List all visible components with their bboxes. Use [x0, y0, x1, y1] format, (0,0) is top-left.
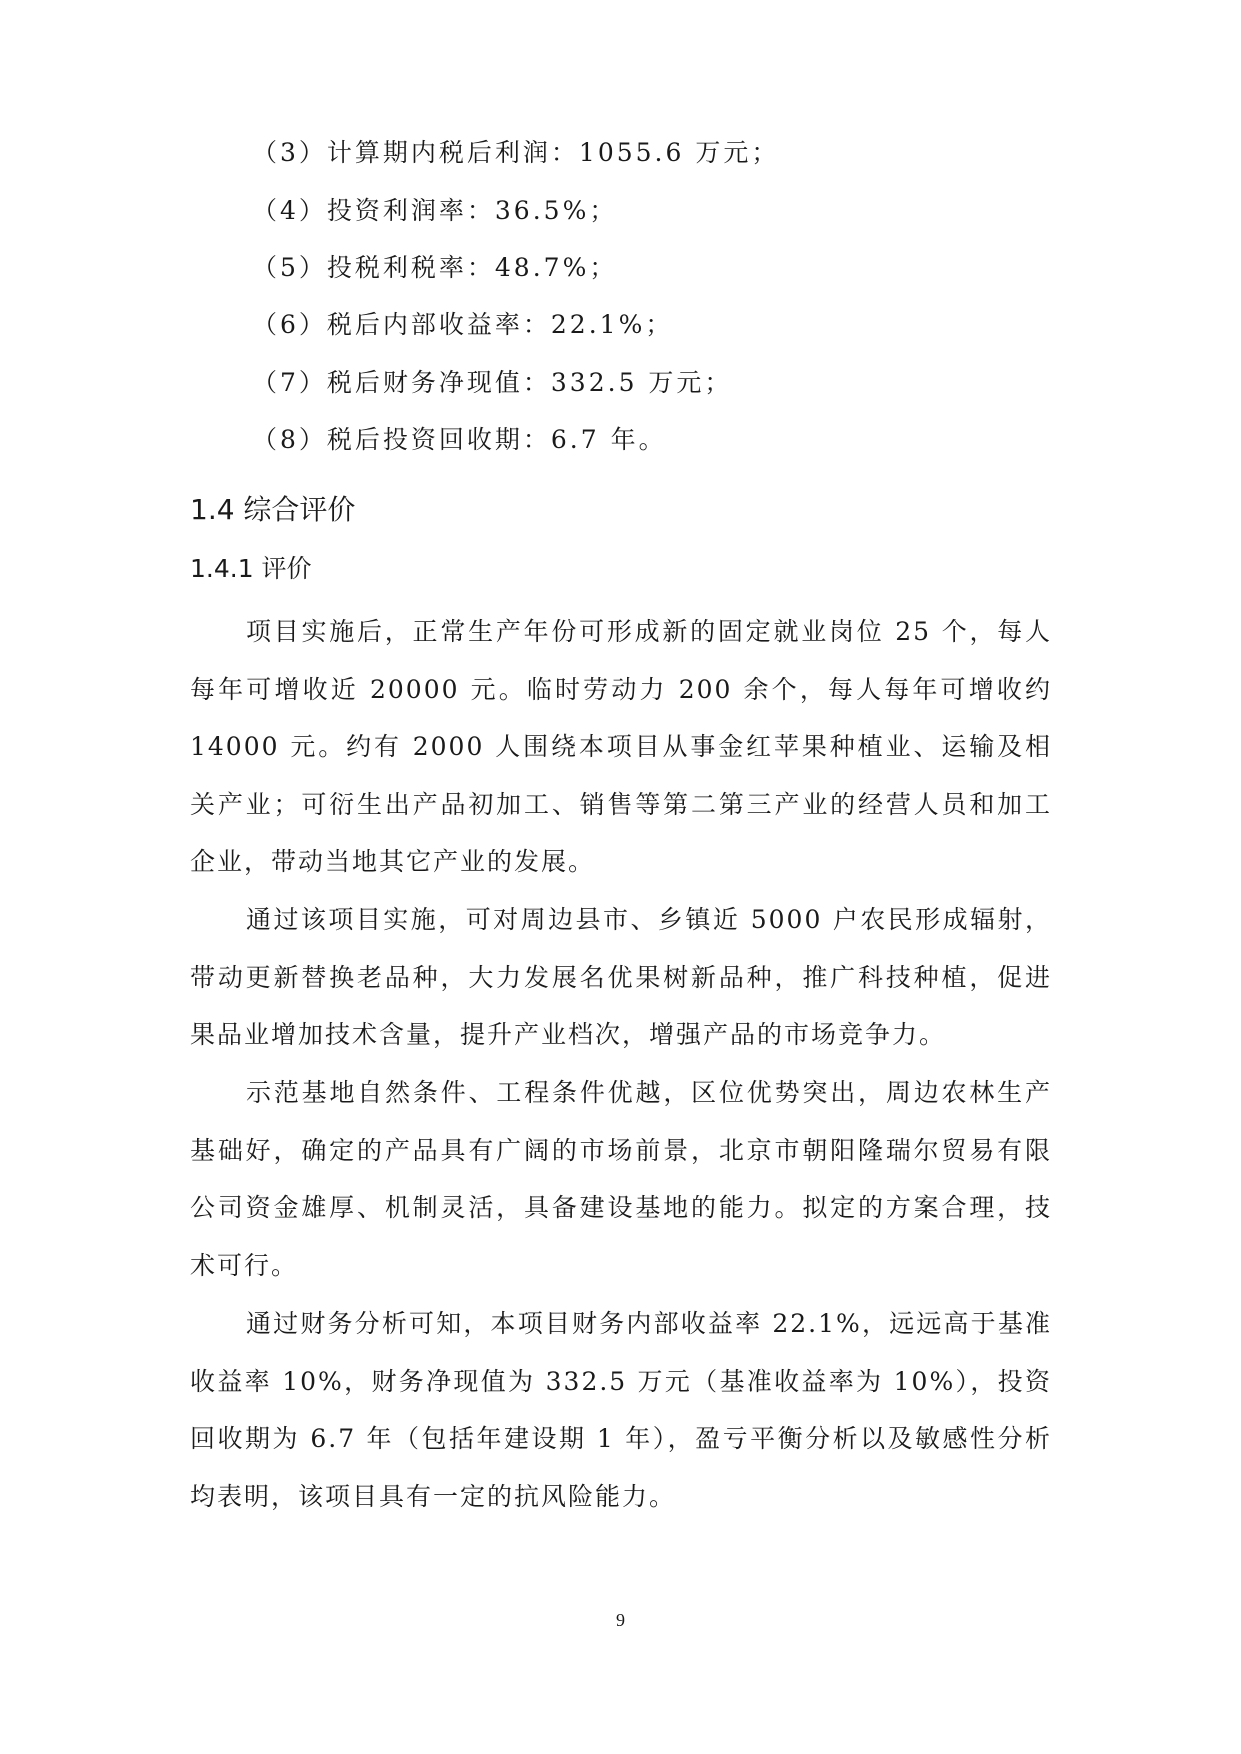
page-number: 9: [616, 1610, 625, 1630]
indicator-after-tax-profit: （3）计算期内税后利润：1055.6 万元；: [252, 138, 780, 167]
indicator-internal-rate-of-return: （6）税后内部收益率：22.1%；: [252, 310, 674, 339]
paragraph-conditions: 示范基地自然条件、工程条件优越，区位优势突出，周边农林生产基础好，确定的产品具有广阔的市场前景，北京市朝阳隆瑞尔贸易有限公司资金雄厚、机制灵活，具备建设基地的能力。拟定的方案合理，技术可行。: [190, 1078, 1052, 1280]
indicator-net-present-value: （7）税后财务净现值：332.5 万元；: [252, 368, 733, 397]
indicator-investment-tax-rate: （5）投税利税率：48.7%；: [252, 253, 618, 282]
indicator-investment-profit-rate: （4）投资利润率：36.5%；: [252, 196, 618, 225]
paragraph-employment: 项目实施后，正常生产年份可形成新的固定就业岗位 25 个，每人每年可增收近 20000 元。临时劳动力 200 余个，每人每年可增收约 14000 元。约有 2000 人围绕本项目从事金红苹果种植业、运输及相关产业；可衍生出产品初加工、销售等第二第三产业的经营人员和加工企业，带动当地其它产业的发展。: [190, 617, 1052, 876]
paragraph-radiation-effect: 通过该项目实施，可对周边县市、乡镇近 5000 户农民形成辐射，带动更新替换老品种，大力发展名优果树新品种，推广科技种植，促进果品业增加技术含量，提升产业档次，增强产品的市场竞争力。: [190, 905, 1052, 1049]
indicator-payback-period: （8）税后投资回收期：6.7 年。: [252, 425, 667, 454]
section-heading: 1.4 综合评价: [190, 493, 356, 526]
paragraph-financial-analysis: 通过财务分析可知，本项目财务内部收益率 22.1%，远远高于基准收益率 10%，财务净现值为 332.5 万元（基准收益率为 10%），投资回收期为 6.7 年（包括年建设期 1 年），盈亏平衡分析以及敏感性分析均表明，该项目具有一定的抗风险能力。: [190, 1309, 1052, 1511]
subsection-heading: 1.4.1 评价: [190, 554, 312, 583]
